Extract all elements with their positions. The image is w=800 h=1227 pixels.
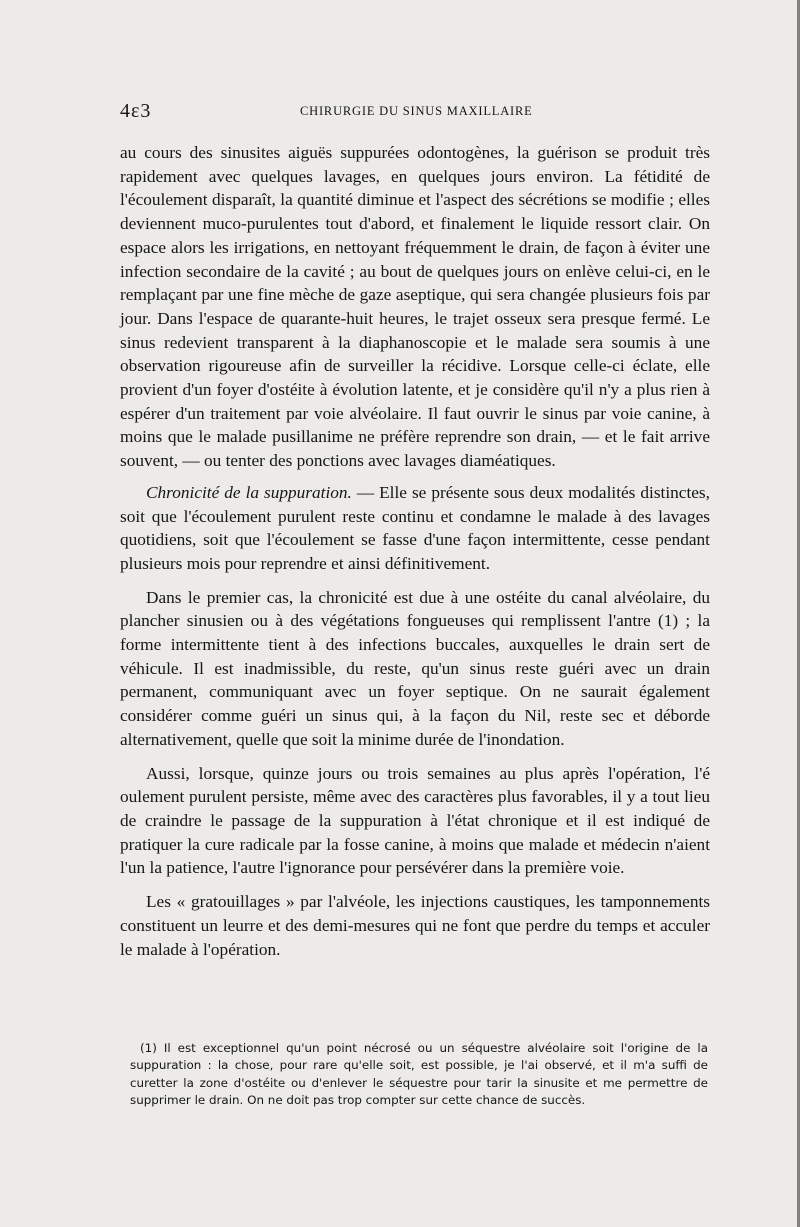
body-text xyxy=(120,141,710,961)
running-title: CHIRURGIE DU SINUS MAXILLAIRE xyxy=(300,104,533,118)
paragraph-4 xyxy=(120,762,710,881)
paragraph-1 xyxy=(120,141,710,473)
paragraph-5-text: Les « gratouillages » par l'alvéole, les injections caustiques, les tamponnements constituent un leurre et des demi-mesures qui ne font que perdre du temps et acculer le malade à l'opération. xyxy=(120,892,710,959)
paragraph-3 xyxy=(120,586,710,752)
paragraph-4-text: Aussi, lorsque, quinze jours ou trois semaines au plus après l'opération, l'é oulement purulent persiste, même avec des caractères plus favorables, il y a tout lieu de craindre le passage de la suppuration à l'état chronique et il est indiqué de pratiquer la cure radicale par la fosse canine, à moins que malade et médecin n'aient l'un la patience, l'autre l'ignorance pour persévérer dans la première voie. xyxy=(120,763,710,878)
paragraph-5 xyxy=(120,890,710,961)
footnote-text: (1) Il est exceptionnel qu'un point nécrosé ou un séquestre alvéolaire soit l'origine de la suppuration : la chose, pour rare qu'elle soit, est possible, je l'ai observé, et il m'a suffi de curetter la zone d'ostéite ou d'enlever le séquestre pour tarir la sinusite et me permettre de supprimer le drain. On ne doit pas trop compter sur cette chance de succès. xyxy=(130,1041,708,1107)
page-number: 4ε3 xyxy=(120,100,152,122)
paragraph-1-text: au cours des sinusites aiguës suppurées odontogènes, la guérison se produit très rapidement avec quelques lavages, en quelques jours environ. La fétidité de l'écoulement disparaît, la quantité diminue et l'aspect des sécrétions se modifie ; elles deviennent muco-purulentes tout d'abord, et finalement le liquide ressort clair. On espace alors les irrigations, en nettoyant fréquemment le drain, de façon à éviter une infection secondaire de la cavité ; au bout de quelques jours on enlève celui-ci, en le remplaçant par une fine mèche de gaze aseptique, qui sera changée plusieurs fois par jour. Dans l'espace de quarante-huit heures, le trajet osseux sera presque fermé. Le sinus redevient transparent à la diaphanoscopie et le malade sera soumis à une observation rigoureuse afin de surveiller la récidive. Lorsque celle-ci éclate, elle provient d'un foyer d'ostéite à évolution latente, et je considère qu'il n'y a plus rien à espérer d'un traitement par voie alvéolaire. Il faut ouvrir le sinus par voie canine, à moins que le malade pusillanime ne préfère reprendre son drain, — et le fait arrive souvent, — ou tenter des ponctions avec lavages diaméatiques. xyxy=(120,143,710,471)
paragraph-2-text: — Elle se présente sous deux modalités distinctes, soit que l'écoulement purulent reste continu et condamne le malade à des lavages quotidiens, soit que l'écoulement se fasse d'une façon intermittente, cesse pendant plusieurs mois pour reprendre et ainsi définitivement. xyxy=(120,482,710,573)
page-header xyxy=(120,100,710,124)
paragraph-3-text: Dans le premier cas, la chronicité est due à une ostéite du canal alvéolaire, du plancher sinusien ou à des végétations fongueuses qui remplissent l'antre (1) ; la forme intermittente tient à des infections buccales, auxquelles le drain sert de véhicule. Il est inadmissible, du reste, qu'un sinus reste guéri avec un drain permanent, communiquant avec un foyer septique. On ne saurait également considérer comme guéri un sinus qui, à la façon du Nil, reste sec et déborde alternativement, quelle que soit la minime durée de l'inondation. xyxy=(120,587,710,749)
footnote xyxy=(130,1040,708,1109)
paragraph-2 xyxy=(120,481,710,576)
section-heading-chronicite: Chronicité de la suppuration. xyxy=(146,482,352,502)
